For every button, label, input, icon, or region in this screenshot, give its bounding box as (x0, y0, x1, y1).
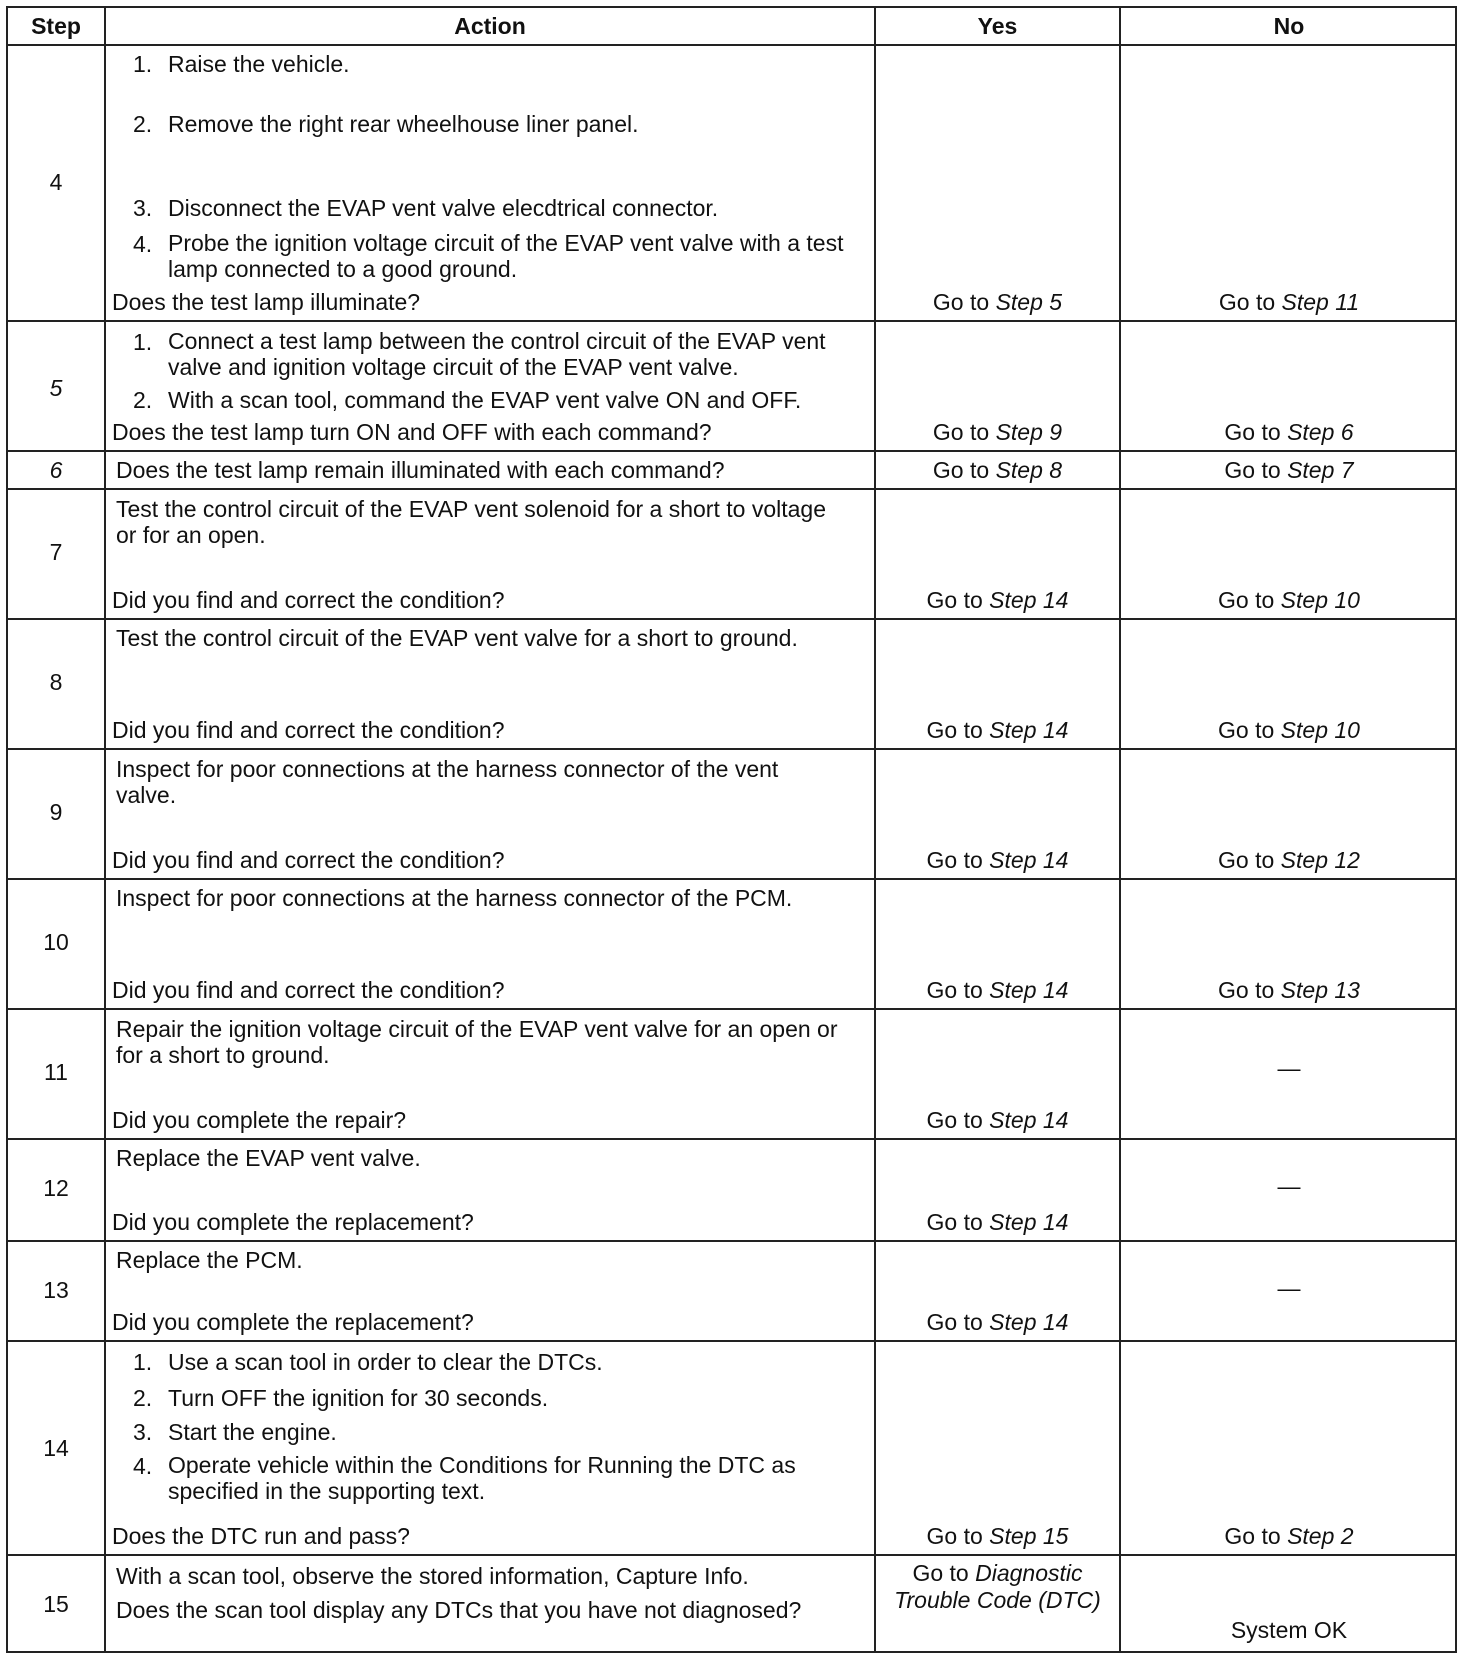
table-row (8, 880, 1455, 1010)
step-number: 9 (49, 799, 63, 825)
action-question: Did you complete the replacement? (112, 1209, 474, 1235)
step-number: 4 (49, 169, 63, 195)
action-question: Did you find and correct the condition? (112, 587, 505, 613)
step-number: 13 (43, 1277, 69, 1303)
table-row (8, 620, 1455, 750)
action-question: Did you complete the replacement? (112, 1309, 474, 1335)
yes-result: Go to Step 14 (926, 977, 1069, 1003)
yes-step-link[interactable]: Step 14 (989, 1309, 1069, 1335)
no-step-link[interactable]: Step 6 (1287, 419, 1354, 445)
action-item: Start the engine. (168, 1419, 337, 1445)
no-result: Go to Step 13 (1218, 977, 1360, 1003)
yes-dtc-link[interactable]: Diagnostic Trouble Code (DTC) (894, 1560, 1101, 1613)
header-yes: Yes (977, 13, 1018, 39)
action-text: Replace the PCM. (116, 1247, 303, 1273)
action-text: Repair the ignition voltage circuit of the EVAP vent valve for an open or for a short to ground. (116, 1016, 838, 1068)
no-step-link[interactable]: Step 2 (1287, 1523, 1354, 1549)
action-question: Does the test lamp illuminate? (112, 289, 421, 315)
yes-step-link[interactable]: Step 14 (989, 1209, 1069, 1235)
no-step-link[interactable]: Step 12 (1280, 847, 1360, 873)
yes-step-link[interactable]: Step 14 (989, 847, 1069, 873)
action-item: Connect a test lamp between the control circuit of the EVAP vent valve and ignition voltage circuit of the EVAP vent valve. (168, 328, 826, 380)
yes-step-link[interactable]: Step 14 (989, 977, 1069, 1003)
step-number: 8 (49, 669, 63, 695)
table-row (8, 1140, 1455, 1242)
step-number: 5 (49, 375, 63, 401)
no-result-dash: — (1277, 1173, 1301, 1199)
yes-result: Go to Step 14 (926, 1107, 1069, 1133)
yes-result: Go to Step 15 (926, 1523, 1069, 1549)
no-step-link[interactable]: Step 13 (1280, 977, 1360, 1003)
action-text: Replace the EVAP vent valve. (116, 1145, 421, 1171)
table-header (8, 8, 1455, 46)
action-item: Use a scan tool in order to clear the DTCs. (168, 1349, 603, 1375)
table-row (8, 1556, 1455, 1653)
yes-result: Go to Step 14 (926, 717, 1069, 743)
table-row: 4 1. Raise the vehicle. 2. Remove the right rear wheelhouse liner panel. 3. Disconnect the EVAP vent valve elecdtrical connector. 4. Probe the ignition voltage circuit of the EVAP vent valve with a test lamp connected to a good ground. Does the test lamp illuminate? Go to Step 5 Go to Step 11 (8, 46, 1455, 322)
step-number: 7 (49, 539, 63, 565)
header-step: Step (31, 13, 81, 39)
header-action: Action (454, 13, 526, 39)
no-result-dash: — (1277, 1055, 1301, 1081)
action-text: With a scan tool, observe the stored information, Capture Info. (116, 1563, 749, 1589)
action-question: Does the DTC run and pass? (112, 1523, 410, 1549)
action-question: Did you complete the repair? (112, 1107, 407, 1133)
yes-step-link[interactable]: Step 14 (989, 587, 1069, 613)
yes-step-link[interactable]: Step 14 (989, 717, 1069, 743)
step-number: 15 (43, 1591, 69, 1617)
no-result: Go to Step 12 (1218, 847, 1360, 873)
no-step-link[interactable]: Step 7 (1287, 457, 1354, 483)
no-result: Go to Step 10 (1218, 717, 1360, 743)
yes-step-link[interactable]: Step 15 (989, 1523, 1069, 1549)
action-text: Inspect for poor connections at the harness connector of the vent valve. (116, 756, 779, 808)
no-result: Go to Step 6 (1224, 419, 1354, 445)
yes-result: Go to Step 8 (932, 457, 1063, 483)
yes-result: Go to Step 9 (932, 419, 1063, 445)
action-question: Did you find and correct the condition? (112, 847, 505, 873)
table-row (8, 490, 1455, 620)
step-number: 14 (43, 1435, 69, 1461)
table-row (8, 750, 1455, 880)
table-row (8, 1010, 1455, 1140)
yes-step-link[interactable]: Step 5 (995, 289, 1063, 315)
no-result-system-ok: System OK (1230, 1617, 1348, 1643)
no-result: Go to Step 2 (1224, 1523, 1354, 1549)
yes-step-link[interactable]: Step 8 (995, 457, 1063, 483)
action-item: Operate vehicle within the Conditions for Running the DTC as specified in the supporting text. (168, 1452, 796, 1504)
action-question: Does the test lamp remain illuminated with each command? (116, 457, 725, 483)
table-row (8, 1242, 1455, 1342)
yes-result: Go to Step 14 (926, 847, 1069, 873)
table-row (8, 452, 1455, 490)
action-question: Does the test lamp turn ON and OFF with each command? (112, 419, 712, 445)
table-row: 5 1. Connect a test lamp between the control circuit of the EVAP vent valve and ignition voltage circuit of the EVAP vent valve. 2. With a scan tool, command the EVAP vent valve ON and OFF. Does the test lamp turn ON and OFF with each command? Go to Step 9 Go to Step 6 (8, 322, 1455, 452)
action-question: Did you find and correct the condition? (112, 977, 505, 1003)
no-result: Go to Step 10 (1218, 587, 1360, 613)
header-no: No (1273, 13, 1305, 39)
yes-step-link[interactable]: Step 14 (989, 1107, 1069, 1133)
no-result: Go to Step 7 (1224, 457, 1354, 483)
action-question: Does the scan tool display any DTCs that you have not diagnosed? (116, 1597, 802, 1623)
diagnostic-table (6, 6, 1457, 1653)
action-item: Raise the vehicle. (168, 51, 350, 77)
step-number: 10 (43, 929, 69, 955)
yes-result: Go to Diagnostic Trouble Code (DTC) (894, 1560, 1101, 1613)
action-text: Test the control circuit of the EVAP vent solenoid for a short to voltage or for an open. (116, 496, 826, 548)
action-text: Inspect for poor connections at the harness connector of the PCM. (116, 885, 793, 911)
action-item: Turn OFF the ignition for 30 seconds. (168, 1385, 549, 1411)
action-question: Did you find and correct the condition? (112, 717, 505, 743)
yes-result: Go to Step 14 (926, 1309, 1069, 1335)
action-item: Probe the ignition voltage circuit of the EVAP vent valve with a test lamp connected to a good ground. (168, 230, 844, 282)
action-item: Remove the right rear wheelhouse liner panel. (168, 111, 639, 137)
action-item: With a scan tool, command the EVAP vent valve ON and OFF. (168, 387, 802, 413)
no-result-dash: — (1277, 1275, 1301, 1301)
no-step-link[interactable]: Step 10 (1280, 717, 1360, 743)
yes-result: Go to Step 5 (932, 289, 1063, 315)
yes-result: Go to Step 14 (926, 1209, 1069, 1235)
no-result: Go to Step 11 (1218, 289, 1360, 315)
step-number: 6 (49, 457, 63, 483)
no-step-link[interactable]: Step 11 (1281, 289, 1360, 315)
step-number: 11 (44, 1059, 68, 1085)
yes-result: Go to Step 14 (926, 587, 1069, 613)
step-number: 12 (43, 1175, 69, 1201)
no-step-link[interactable]: Step 10 (1280, 587, 1360, 613)
table-row: 14 1. Use a scan tool in order to clear the DTCs. 2. Turn OFF the ignition for 30 seconds. 3. Start the engine. 4. Operate vehicle within the Conditions for Running the DTC as specified in the supporting text. Does the DTC run and pass? Go to Step 15 Go to Step 2 (8, 1342, 1455, 1556)
action-item: Disconnect the EVAP vent valve elecdtrical connector. (168, 195, 719, 221)
action-text: Test the control circuit of the EVAP vent valve for a short to ground. (116, 625, 798, 651)
yes-step-link[interactable]: Step 9 (995, 419, 1063, 445)
